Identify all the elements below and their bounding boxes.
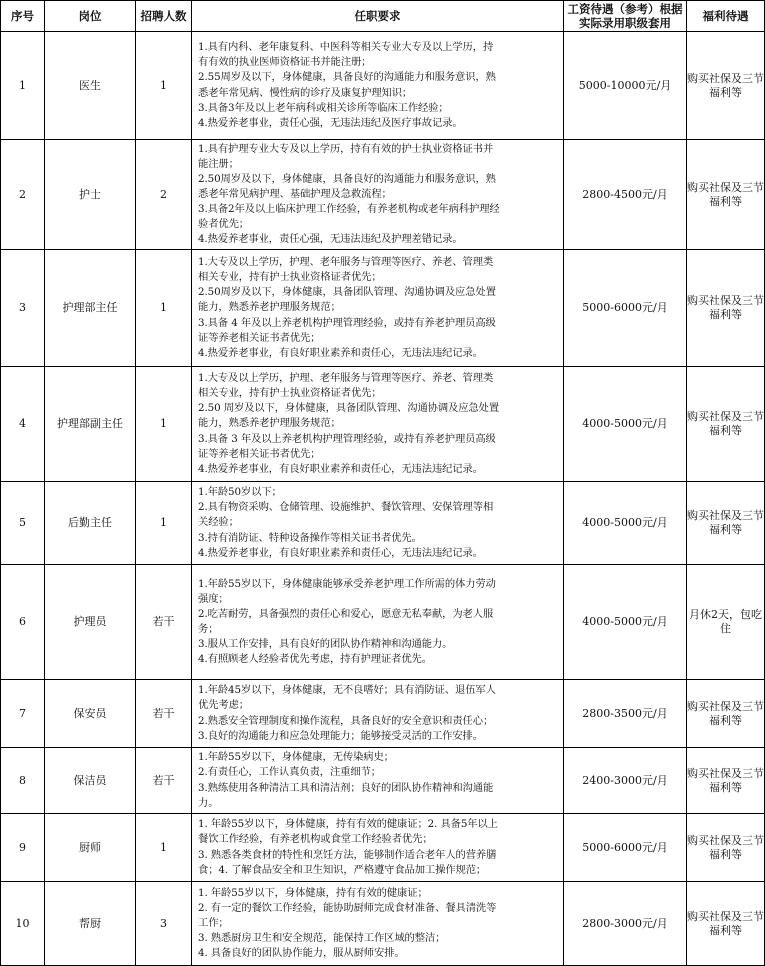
- table-row: [1, 367, 765, 482]
- cell-requirements: [192, 140, 564, 250]
- requirement-line: 2.熟悉安全管理制度和操作流程，具备良好的安全意识和责任心；: [198, 714, 494, 727]
- requirement-line: 3.具备 4 年及以上养老机构护理管理经验，或持有养老护理员高级: [198, 316, 496, 329]
- header-row: [1, 1, 765, 32]
- cell-position: 护士: [45, 140, 136, 250]
- table-row: [1, 680, 765, 748]
- requirement-line: 1.年龄50岁以下；: [198, 486, 282, 499]
- cell-position: 医生: [45, 32, 136, 140]
- header-salary-line2: 实际录用职级套用: [579, 16, 671, 30]
- header-welfare: 福利待遇: [687, 1, 765, 32]
- table-row: [1, 250, 765, 367]
- cell-salary: 2400-3000元/月: [564, 748, 687, 814]
- cell-welfare: 购买社保及三节福利等: [687, 882, 765, 966]
- cell-salary: 4000-5000元/月: [564, 367, 687, 482]
- cell-position: 护理部副主任: [45, 367, 136, 482]
- requirement-line: 4.热爱养老事业，责任心强，无违法违纪及医疗事故记录。: [198, 116, 463, 129]
- table-row: [1, 814, 765, 882]
- cell-welfare: 购买社保及三节福利等: [687, 367, 765, 482]
- cell-count: 若干: [136, 565, 192, 680]
- requirement-line: 2. 有一定的餐饮工作经验，能协助厨师完成食材准备、餐具清洗等: [198, 901, 497, 914]
- requirement-line: 能力，熟悉养老护理服务规范；: [198, 417, 341, 430]
- requirement-line: 1.大专及以上学历，护理、老年服务与管理等医疗、养老、管理类: [198, 256, 494, 269]
- cell-seq: 5: [1, 482, 45, 565]
- cell-count: 1: [136, 814, 192, 882]
- cell-position: 保洁员: [45, 748, 136, 814]
- cell-position: 护理员: [45, 565, 136, 680]
- requirement-line: 悉老年常见病护理、基础护理及急救流程；: [198, 187, 392, 200]
- cell-position: 厨师: [45, 814, 136, 882]
- requirement-line: 2.50 周岁及以下，身体健康，具备团队管理、沟通协调及应急处置: [198, 402, 500, 415]
- table-body: [1, 32, 765, 966]
- requirement-line: 2.有责任心，工作认真负责，注重细节；: [198, 766, 381, 779]
- cell-welfare: 购买社保及三节福利等: [687, 250, 765, 367]
- requirement-line: 能注册；: [198, 157, 239, 170]
- cell-seq: 7: [1, 680, 45, 748]
- requirement-line: 相关专业，持有护士执业资格证者优先；: [198, 271, 382, 284]
- requirement-line: 2.55周岁及以下，身体健康，具备良好的沟通能力和服务意识，熟: [198, 71, 496, 84]
- cell-count: 若干: [136, 680, 192, 748]
- requirement-line: 1.年龄55岁以下，身体健康能够承受养老护理工作所需的体力劳动: [198, 577, 496, 590]
- cell-salary: 5000-6000元/月: [564, 814, 687, 882]
- cell-seq: 4: [1, 367, 45, 482]
- table-header: [1, 1, 765, 32]
- requirement-line: 4.热爱养老事业，有良好职业素养和责任心，无违法违纪记录。: [198, 346, 483, 359]
- requirement-line: 3.熟练使用各种清洁工具和清洁剂；良好的团队协作精神和沟通能: [198, 781, 494, 794]
- cell-requirements: [192, 482, 564, 565]
- requirement-line: 2.50周岁及以下，身体健康，具备良好的沟通能力和服务意识，熟: [198, 172, 496, 185]
- cell-requirements: [192, 882, 564, 966]
- header-count: 招聘人数: [136, 1, 192, 32]
- cell-position: 后勤主任: [45, 482, 136, 565]
- requirement-line: 4. 具备良好的团队协作能力，服从厨师安排。: [198, 947, 405, 960]
- cell-count: 3: [136, 882, 192, 966]
- requirement-line: 2.具有物资采购、仓储管理、设施维护、餐饮管理、安保管理等相: [198, 501, 494, 514]
- requirement-line: 力。: [198, 796, 219, 809]
- table-row: [1, 748, 765, 814]
- requirement-line: 食；4. 了解食品安全和卫生知识，严格遵守食品加工操作规范；: [198, 863, 487, 876]
- cell-salary: 5000-6000元/月: [564, 250, 687, 367]
- requirement-line: 优先考虑；: [198, 699, 249, 712]
- cell-count: 2: [136, 140, 192, 250]
- cell-position: 保安员: [45, 680, 136, 748]
- cell-seq: 3: [1, 250, 45, 367]
- requirement-line: 务；: [198, 623, 219, 635]
- table-row: [1, 565, 765, 680]
- cell-salary: 4000-5000元/月: [564, 565, 687, 680]
- cell-seq: 2: [1, 140, 45, 250]
- requirement-line: 1. 年龄55岁以下，身体健康，持有有效的健康证；: [198, 886, 428, 899]
- cell-welfare: 购买社保及三节福利等: [687, 680, 765, 748]
- requirement-line: 4.热爱养老事业，有良好职业素养和责任心，无违法违纪记录。: [198, 462, 483, 475]
- cell-count: 1: [136, 32, 192, 140]
- cell-salary: 2800-3000元/月: [564, 882, 687, 966]
- requirement-line: 证等养老相关证书者优先；: [198, 331, 321, 344]
- cell-count: 1: [136, 250, 192, 367]
- cell-position: 帮厨: [45, 882, 136, 966]
- cell-requirements: [192, 680, 564, 748]
- table-row: [1, 140, 765, 250]
- cell-salary: 2800-3500元/月: [564, 680, 687, 748]
- header-requirements: 任职要求: [192, 1, 564, 32]
- requirement-line: 1.年龄55岁以下，身体健康，无传染病史；: [198, 751, 394, 764]
- requirement-line: 有有效的执业医师资格证书并能注册；: [198, 56, 372, 69]
- requirement-line: 3. 熟悉各类食材的特性和烹饪方法，能够制作适合老年人的营养膳: [198, 848, 497, 861]
- cell-requirements: [192, 748, 564, 814]
- cell-position: 护理部主任: [45, 250, 136, 367]
- cell-requirements: [192, 814, 564, 882]
- header-salary: [564, 1, 687, 32]
- requirement-line: 能力，熟悉养老护理服务规范；: [198, 301, 341, 314]
- requirement-line: 1.年龄45岁以下，身体健康，无不良嗜好；具有消防证、退伍军人: [198, 684, 496, 697]
- cell-seq: 8: [1, 748, 45, 814]
- cell-requirements: [192, 32, 564, 140]
- requirement-line: 3.持有消防证、特种设备操作等相关证书者优先。: [198, 531, 422, 544]
- cell-seq: 10: [1, 882, 45, 966]
- requirement-line: 证等养老相关证书者优先；: [198, 447, 321, 460]
- table-row: [1, 32, 765, 140]
- requirement-line: 3.良好的沟通能力和应急处理能力；能够接受灵活的工作安排。: [198, 729, 483, 742]
- cell-count: 1: [136, 367, 192, 482]
- cell-salary: 4000-5000元/月: [564, 482, 687, 565]
- cell-salary: 2800-4500元/月: [564, 140, 687, 250]
- requirement-line: 2.50周岁及以下，身体健康，具备团队管理、沟通协调及应急处置: [198, 286, 496, 299]
- header-position: 岗位: [45, 1, 136, 32]
- requirement-line: 工作；: [198, 916, 229, 929]
- requirement-line: 1.具有护理专业大专及以上学历，持有有效的护士执业资格证书并: [198, 142, 494, 155]
- cell-welfare: 购买社保及三节福利等: [687, 140, 765, 250]
- cell-seq: 9: [1, 814, 45, 882]
- requirement-line: 餐饮工作经验，有养老机构或食堂工作经验者优先；: [198, 833, 433, 846]
- cell-welfare: 购买社保及三节福利等: [687, 748, 765, 814]
- header-seq: 序号: [1, 1, 45, 32]
- requirement-line: 2.吃苦耐劳，具备强烈的责任心和爱心，愿意无私奉献，为老人服: [198, 607, 494, 620]
- cell-welfare: 月休2天，包吃住: [687, 565, 765, 680]
- header-salary-line1: 工资待遇（参考）根据: [567, 2, 683, 16]
- table-row: [1, 482, 765, 565]
- requirement-line: 相关专业，持有护士执业资格证者优先；: [198, 387, 382, 400]
- requirement-line: 3.具备2年及以上临床护理工作经验，有养老机构或老年病科护理经: [198, 203, 500, 216]
- cell-salary: 5000-10000元/月: [564, 32, 687, 140]
- requirement-line: 1. 年龄55岁以下，身体健康，持有有效的健康证；2. 具备5年以上: [198, 818, 498, 831]
- requirement-line: 1.具有内科、老年康复科、中医科等相关专业大专及以上学历，持: [198, 41, 494, 54]
- cell-count: 1: [136, 482, 192, 565]
- requirement-line: 3.服从工作安排，具有良好的团队协作精神和沟通能力。: [198, 638, 453, 651]
- requirement-line: 3.具备3年及以上老年病科或相关诊所等临床工作经验；: [198, 101, 449, 114]
- cell-welfare: 购买社保及三节福利等: [687, 482, 765, 565]
- table-row: [1, 882, 765, 966]
- cell-requirements: [192, 250, 564, 367]
- requirement-line: 1.大专及以上学历，护理、老年服务与管理等医疗、养老、管理类: [198, 372, 494, 385]
- requirement-line: 4.热爱养老事业，责任心强，无违法违纪及护理差错记录。: [198, 233, 463, 246]
- cell-seq: 6: [1, 565, 45, 680]
- requirement-line: 4.热爱养老事业，有良好职业素养和责任心，无违法违纪记录。: [198, 546, 483, 559]
- requirement-line: 3.具备 3 年及以上养老机构护理管理经验，或持有养老护理员高级: [198, 432, 496, 445]
- cell-requirements: [192, 367, 564, 482]
- requirement-line: 关经验；: [198, 516, 239, 529]
- requirement-line: 验者优先；: [198, 218, 249, 231]
- requirement-line: 悉老年常见病、慢性病的诊疗及康复护理知识；: [198, 86, 413, 99]
- cell-requirements: [192, 565, 564, 680]
- cell-count: 若干: [136, 748, 192, 814]
- cell-seq: 1: [1, 32, 45, 140]
- requirement-line: 3. 熟悉厨房卫生和安全规范，能保持工作区域的整洁；: [198, 932, 446, 945]
- cell-welfare: 购买社保及三节福利等: [687, 32, 765, 140]
- cell-welfare: 购买社保及三节福利等: [687, 814, 765, 882]
- requirement-line: 4.有照顾老人经验者优先考虑，持有护理证者优先。: [198, 653, 432, 666]
- requirement-line: 强度；: [198, 592, 229, 605]
